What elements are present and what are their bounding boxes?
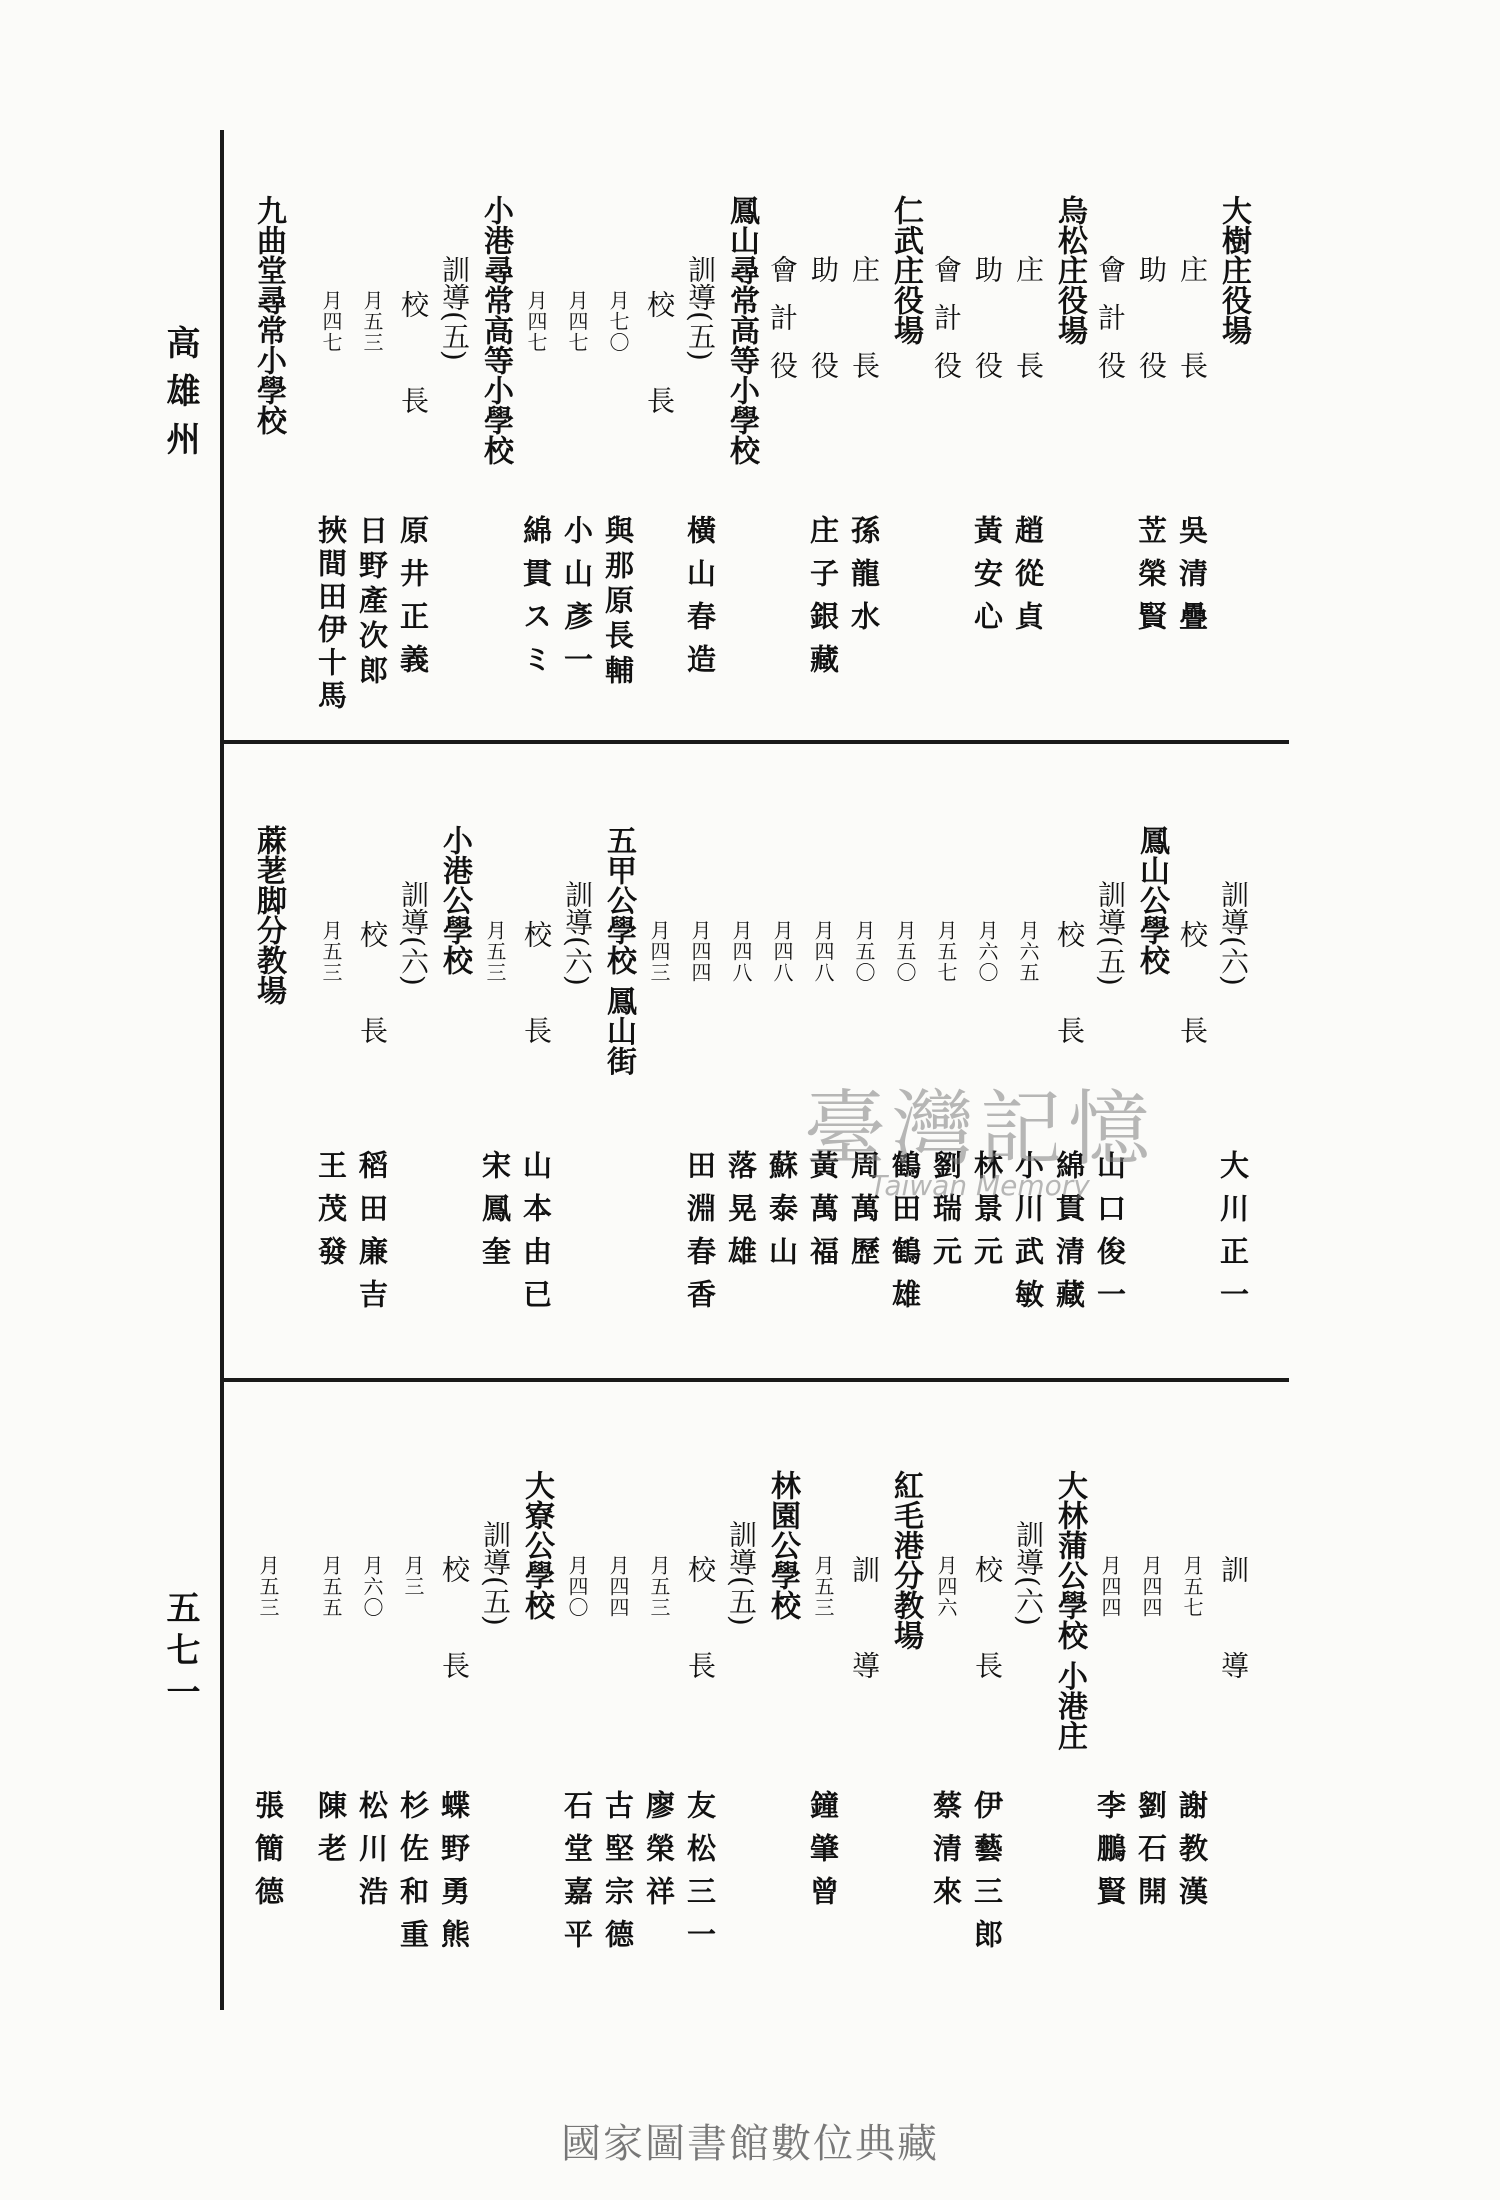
person-name: 田淵春香 (683, 1150, 717, 1322)
person-name: 落晃雄 (724, 1150, 758, 1279)
section2-col-16: 五甲公學校 鳳山街 (601, 825, 636, 1076)
section2-col-19: 月五三 (483, 920, 507, 983)
person-name: 蝶野勇熊 (437, 1790, 471, 1962)
section3-col-11: 月五三 (811, 1555, 835, 1618)
section3-col-7: 校 長 (971, 1555, 1004, 1699)
person-name: 山口俊一 (1093, 1150, 1127, 1322)
page-number: 五七一 (160, 1590, 200, 1716)
person-name: 杉佐和重 (396, 1790, 430, 1962)
section1-col-19: 小港尋常高等小學校 (478, 195, 513, 465)
person-name: 日野產次郎 (355, 515, 389, 690)
person-name: 鶴田鶴雄 (888, 1150, 922, 1322)
person-name: 趙從貞 (1011, 515, 1045, 644)
section-divider-2 (224, 1378, 1289, 1382)
watermark-english: Taiwan Memory (870, 1169, 1090, 1202)
person-name: 孫龍水 (847, 515, 881, 644)
section-divider-1 (224, 740, 1289, 744)
person-name: 鐘肇曾 (806, 1790, 840, 1919)
section1-col-16: 月七〇 (606, 290, 630, 353)
section2-col-8: 月五七 (934, 920, 958, 983)
section2-col-7: 月六〇 (975, 920, 999, 983)
section3-col-13: 訓導(五) (725, 1520, 758, 1626)
section1-col-23: 月四七 (319, 290, 343, 353)
section2-col-20: 小港公學校 (437, 825, 472, 975)
person-name: 大川正一 (1216, 1150, 1250, 1322)
section1-col-4: 會計役 (1094, 255, 1127, 399)
person-name: 伊藝三郎 (970, 1790, 1004, 1962)
section2-col-22: 校 長 (356, 920, 389, 1064)
section3-col-5: 大林蒲公學校 小港庄 (1052, 1470, 1087, 1751)
person-name: 原井正義 (396, 515, 430, 687)
section2-col-14: 月四四 (688, 920, 712, 983)
section1-col-10: 庄 長 (848, 255, 881, 399)
section3-col-2: 月五七 (1180, 1555, 1204, 1618)
section2-col-10: 月五〇 (852, 920, 876, 983)
section1-col-8: 會計役 (930, 255, 963, 399)
person-name: 謝教漢 (1175, 1790, 1209, 1919)
section3-col-16: 月四四 (606, 1555, 630, 1618)
section2-col-15: 月四三 (647, 920, 671, 983)
section1-col-18: 月四七 (524, 290, 548, 353)
person-name: 黃萬福 (806, 1150, 840, 1279)
person-name: 苙榮賢 (1134, 515, 1168, 644)
section1-col-13: 鳳山尋常高等小學校 (724, 195, 759, 465)
section1-col-14: 訓導(五) (684, 255, 717, 361)
section1-col-17: 月四七 (565, 290, 589, 353)
section1-col-3: 助 役 (1135, 255, 1168, 399)
section3-col-18: 大寮公學校 (519, 1470, 554, 1620)
person-name: 山本由已 (519, 1150, 553, 1322)
person-name: 庄子銀藏 (806, 515, 840, 687)
person-name: 石堂嘉平 (560, 1790, 594, 1962)
section2-col-12: 月四八 (770, 920, 794, 983)
section1-col-2: 庄 長 (1176, 255, 1209, 399)
section3-col-9: 紅毛港分教場 (888, 1470, 923, 1650)
person-name: 吳清疊 (1175, 515, 1209, 644)
section1-col-6: 庄 長 (1012, 255, 1045, 399)
section1-col-7: 助 役 (971, 255, 1004, 399)
taiwan-memory-watermark (740, 1082, 1220, 1202)
person-name: 橫山春造 (683, 515, 717, 687)
section2-col-21: 訓導(六) (397, 880, 430, 986)
section2-col-18: 校 長 (520, 920, 553, 1064)
section3-col-8: 月四六 (934, 1555, 958, 1618)
person-name: 廖榮祥 (642, 1790, 676, 1919)
section2-col-17: 訓導(六) (561, 880, 594, 986)
person-name: 張簡德 (251, 1790, 285, 1919)
person-name: 李鵬賢 (1093, 1790, 1127, 1919)
person-name: 小川武敏 (1011, 1150, 1045, 1322)
section3-col-10: 訓 導 (848, 1555, 881, 1699)
section2-col-23: 月五三 (319, 920, 343, 983)
prefecture-title: 高雄州 (160, 325, 200, 469)
person-name: 劉石開 (1134, 1790, 1168, 1919)
section1-col-1: 大樹庄役場 (1216, 195, 1251, 345)
section3-col-17: 月四〇 (565, 1555, 589, 1618)
section2-col-4: 訓導(五) (1094, 880, 1127, 986)
vertical-rule (220, 130, 224, 2010)
section2-col-13: 月四八 (729, 920, 753, 983)
section2-col-3: 鳳山公學校 (1134, 825, 1169, 975)
section3-col-23: 月五五 (319, 1555, 343, 1618)
section2-col-5: 校 長 (1053, 920, 1086, 1064)
section1-col-11: 助 役 (807, 255, 840, 399)
section1-col-9: 仁武庄役場 (888, 195, 923, 345)
person-name: 古堅宗德 (601, 1790, 635, 1962)
section2-col-24: 蔴荖脚分教場 (251, 825, 286, 1005)
section2-col-11: 月四八 (811, 920, 835, 983)
person-name: 黃安心 (970, 515, 1004, 644)
section3-col-19: 訓導(五) (479, 1520, 512, 1626)
library-footer: 國家圖書館數位典藏 (561, 2121, 939, 2167)
person-name: 劉瑞元 (929, 1150, 963, 1279)
section2-col-9: 月五〇 (893, 920, 917, 983)
person-name: 與那原長輔 (601, 515, 635, 690)
section3-col-20: 校 長 (438, 1555, 471, 1699)
person-name: 小山彥一 (560, 515, 594, 687)
person-name: 友松三一 (683, 1790, 717, 1962)
section3-col-22: 月六〇 (360, 1555, 384, 1618)
person-name: 陳老 (314, 1790, 348, 1876)
section2-col-1: 訓導(六) (1217, 880, 1250, 986)
person-name: 蔡清來 (929, 1790, 963, 1919)
section2-col-6: 月六五 (1016, 920, 1040, 983)
section1-col-21: 校 長 (397, 290, 430, 434)
watermark-chinese: 臺灣記憶 (803, 1082, 1156, 1177)
section3-col-15: 月五三 (647, 1555, 671, 1618)
section3-col-12: 林園公學校 (765, 1470, 800, 1620)
section1-col-12: 會計役 (766, 255, 799, 399)
person-name: 稻田廉吉 (355, 1150, 389, 1322)
section3-col-6: 訓導(六) (1012, 1520, 1045, 1626)
section3-col-1: 訓 導 (1217, 1555, 1250, 1699)
section2-col-2: 校 長 (1176, 920, 1209, 1064)
person-name: 宋鳳奎 (478, 1150, 512, 1279)
section3-col-24: 月五三 (256, 1555, 280, 1618)
section1-col-22: 月五三 (360, 290, 384, 353)
person-name: 周萬歷 (847, 1150, 881, 1279)
section3-col-14: 校 長 (684, 1555, 717, 1699)
section1-col-15: 校 長 (643, 290, 676, 434)
section3-col-21: 月三 (401, 1555, 425, 1597)
person-name: 綿貫清藏 (1052, 1150, 1086, 1322)
person-name: 綿貫スミ (519, 515, 553, 687)
person-name: 松川浩 (355, 1790, 389, 1919)
person-name: 林景元 (970, 1150, 1004, 1279)
section1-col-20: 訓導(五) (438, 255, 471, 361)
person-name: 王茂發 (314, 1150, 348, 1279)
person-name: 挾間田伊十馬 (314, 515, 348, 713)
section3-col-4: 月四四 (1098, 1555, 1122, 1618)
section1-col-5: 烏松庄役場 (1052, 195, 1087, 345)
section1-col-24: 九曲堂尋常小學校 (251, 195, 286, 435)
section3-col-3: 月四四 (1139, 1555, 1163, 1618)
person-name: 蘇泰山 (765, 1150, 799, 1279)
